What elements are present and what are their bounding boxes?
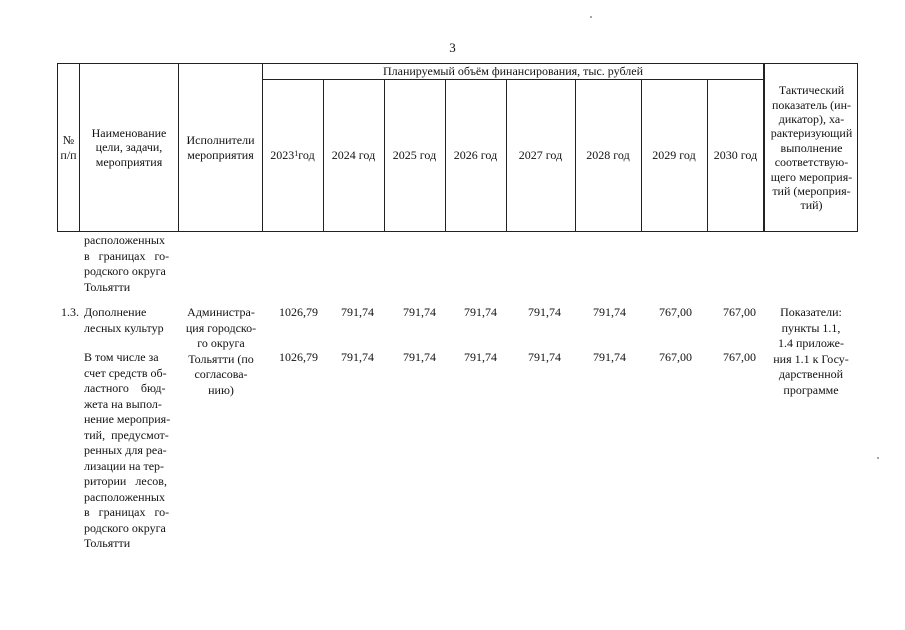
header-indicator: Тактический показатель (ин-дикатор), ха-рактеризующий выполнение соответствую-щего мероприя-тий (мероприя-тий) [770, 83, 853, 213]
continuation-line: Тольятти [84, 279, 131, 294]
page-number: 3 [449, 40, 456, 55]
row-executor-line: согласова- [194, 367, 248, 381]
year-header: 2024 год [331, 148, 376, 163]
scan-speck [877, 457, 879, 459]
row-indicator-line: Показатели: [780, 305, 842, 319]
scan-speck [590, 16, 592, 18]
header-name: Наименование цели, задачи, мероприятия [91, 125, 167, 169]
header-executors: Исполнители мероприятия [186, 133, 255, 162]
row-executor-line: Тольятти (по [188, 351, 254, 366]
row-executor-line: го округа [197, 336, 245, 350]
subrow-name-line: ренных для реа- [84, 443, 167, 457]
subrow-name-line: счет средств об- [84, 365, 167, 380]
subrow-name-line: родского округа [84, 520, 166, 535]
row-value: 791,74 [403, 305, 436, 319]
subrow-value: 791,74 [528, 350, 561, 364]
row-indicator-line: ния 1.1 к Госу- [773, 351, 849, 366]
subrow-name-line: Тольятти [84, 536, 131, 550]
subrow-value: 791,74 [341, 350, 374, 364]
row-name-line: лесных культур [84, 320, 164, 335]
year-header: 2027 год [518, 148, 563, 163]
year-header: 2028 год [586, 148, 630, 163]
continuation-line: расположенных [84, 233, 165, 247]
subrow-name-line: тий, предусмот- [84, 427, 169, 442]
subrow-value: 791,74 [593, 350, 626, 364]
row-name-line: Дополнение [84, 305, 147, 319]
subrow-value: 1026,79 [279, 350, 318, 364]
continuation-line: в границах го- [84, 248, 170, 263]
header-num: № п/п [60, 133, 77, 162]
subrow-name-line: В том числе за [84, 350, 159, 364]
row-executor-line: Администра- [187, 305, 255, 319]
subrow-name-line: нение мероприя- [84, 412, 171, 426]
continuation-line: родского округа [84, 264, 166, 278]
row-indicator-line: дарственной [778, 367, 844, 381]
year-header: 2025 год [392, 148, 437, 163]
year-header: 2030 год [713, 148, 758, 163]
subrow-name-line: ритории лесов, [84, 474, 167, 488]
subrow-value: 791,74 [464, 350, 497, 364]
row-executor-line: ция городско- [185, 320, 257, 335]
row-value: 767,00 [723, 305, 756, 319]
year-header: 2029 год [652, 148, 696, 163]
subrow-value: 767,00 [659, 350, 692, 364]
row-value: 767,00 [659, 305, 692, 319]
subrow-name-line: жета на выпол- [84, 396, 162, 411]
year-header: 2026 год [453, 148, 498, 163]
subrow-value: 791,74 [403, 350, 436, 364]
subrow-value: 767,00 [723, 350, 756, 364]
row-executor-line: нию) [208, 382, 234, 397]
row-value: 791,74 [593, 305, 626, 319]
row-value: 791,74 [464, 305, 497, 319]
year-header: 2023 $^1$ год [270, 148, 315, 163]
row-value: 791,74 [341, 305, 374, 319]
subrow-name-line: расположенных [84, 489, 165, 504]
subrow-name-line: лизации на тер- [84, 458, 165, 473]
subrow-name-line: в границах го- [84, 505, 170, 519]
header-financing-group: Планируемый объём финансирования, тыс. рублей [382, 64, 643, 79]
row-indicator-line: программе [783, 382, 839, 397]
row-number: 1.3. [61, 305, 79, 319]
row-indicator-line: пункты 1.1, [781, 320, 841, 335]
subrow-name-line: ластного бюд- [84, 381, 166, 395]
row-value: 791,74 [528, 305, 561, 319]
row-value: 1026,79 [279, 305, 318, 319]
row-indicator-line: 1.4 приложе- [778, 336, 844, 350]
